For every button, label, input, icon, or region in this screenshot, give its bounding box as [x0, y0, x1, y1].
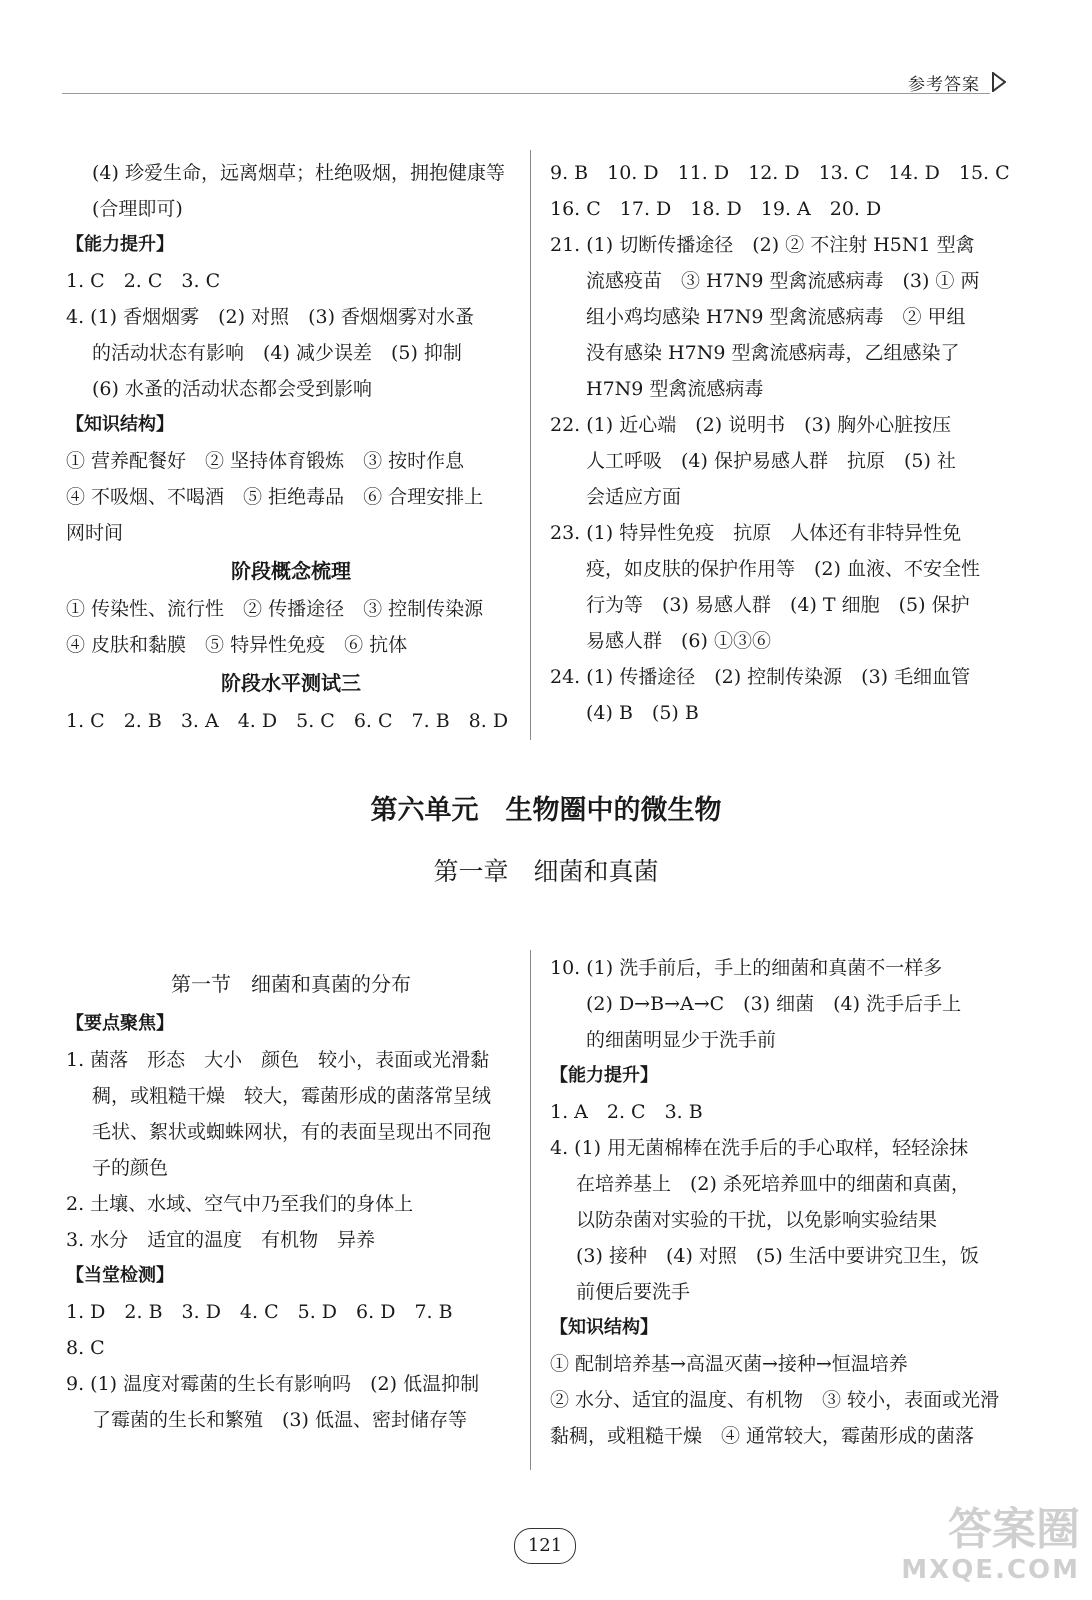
section-heading: 【知识结构】	[66, 414, 174, 435]
text-line: ④ 皮肤和黏膜 ⑤ 特异性免疫 ⑥ 抗体	[66, 634, 408, 656]
text-line: ④ 不吸烟、不喝酒 ⑤ 拒绝毒品 ⑥ 合理安排上	[66, 486, 484, 508]
text-line: 以防杂菌对实验的干扰，以免影响实验结果	[576, 1209, 938, 1231]
header-rule	[62, 93, 990, 94]
text-line: (2) D→B→A→C (3) 细菌 (4) 洗手后手上	[586, 993, 962, 1015]
header-arrow-icon	[992, 72, 1006, 92]
text-line: 10. (1) 洗手前后，手上的细菌和真菌不一样多	[550, 957, 943, 979]
watermark-url: MXQE.COM	[901, 1555, 1080, 1585]
unit-title: 第六单元 生物圈中的微生物	[370, 795, 722, 826]
right-bottom-column	[550, 950, 1000, 1454]
text-line: 疫，如皮肤的保护作用等 (2) 血液、不安全性	[586, 558, 980, 580]
left-bottom-column	[66, 962, 516, 1438]
section-heading: 【当堂检测】	[66, 1265, 174, 1286]
text-line: 子的颜色	[92, 1157, 169, 1179]
text-line: 16. C 17. D 18. D 19. A 20. D	[550, 198, 882, 220]
text-line: H7N9 型禽流感病毒	[586, 378, 764, 400]
section-heading: 【要点聚焦】	[66, 1013, 174, 1034]
text-line: ② 水分、适宜的温度、有机物 ③ 较小，表面或光滑	[550, 1389, 1000, 1411]
text-line: 了霉菌的生长和繁殖 (3) 低温、密封储存等	[92, 1409, 467, 1431]
text-line: 毛状、絮状或蜘蛛网状，有的表面呈现出不同孢	[92, 1121, 492, 1143]
text-line: 8. C	[66, 1337, 105, 1359]
text-line: 22. (1) 近心端 (2) 说明书 (3) 胸外心脏按压	[550, 414, 952, 436]
text-line: 3. 水分 适宜的温度 有机物 异养	[66, 1229, 376, 1251]
subsection-title: 阶段水平测试三	[221, 671, 361, 695]
text-line: 1. D 2. B 3. D 4. C 5. D 6. D 7. B	[66, 1301, 453, 1323]
text-line: (3) 接种 (4) 对照 (5) 生活中要讲究卫生，饭	[576, 1245, 979, 1267]
text-line: 1. A 2. C 3. B	[550, 1101, 703, 1123]
text-line: 1. C 2. B 3. A 4. D 5. C 6. C 7. B 8. D	[66, 710, 509, 732]
watermark-text: 答案圈	[948, 1504, 1080, 1555]
text-line: 会适应方面	[586, 486, 682, 508]
left-top-column	[66, 155, 516, 739]
text-line: 9. B 10. D 11. D 12. D 13. C 14. D 15. C	[550, 162, 1010, 184]
subsection-title: 阶段概念梳理	[231, 559, 351, 583]
text-line: 人工呼吸 (4) 保护易感人群 抗原 (5) 社	[586, 450, 956, 472]
page-number: 121	[514, 1528, 576, 1564]
column-divider	[530, 150, 531, 740]
text-line: 1. 菌落 形态 大小 颜色 较小，表面或光滑黏	[66, 1049, 490, 1071]
text-line: 的细菌明显少于洗手前	[586, 1029, 777, 1051]
text-line: 流感疫苗 ③ H7N9 型禽流感病毒 (3) ① 两	[586, 270, 980, 292]
text-line: ① 配制培养基→高温灭菌→接种→恒温培养	[550, 1353, 908, 1375]
chapter-title: 第一章 细菌和真菌	[433, 857, 659, 886]
text-line: 的活动状态有影响 (4) 减少误差 (5) 抑制	[92, 342, 462, 364]
column-divider	[530, 950, 531, 1470]
text-line: 前便后要洗手	[576, 1281, 691, 1303]
section-title: 第一节 细菌和真菌的分布	[171, 972, 411, 996]
text-line: ① 传染性、流行性 ② 传播途径 ③ 控制传染源	[66, 598, 484, 620]
text-line: 黏稠，或粗糙干燥 ④ 通常较大，霉菌形成的菌落	[550, 1425, 975, 1447]
text-line: (合理即可)	[92, 198, 183, 220]
text-line: (6) 水蚤的活动状态都会受到影响	[92, 378, 372, 400]
text-line: 24. (1) 传播途径 (2) 控制传染源 (3) 毛细血管	[550, 666, 971, 688]
text-line: 1. C 2. C 3. C	[66, 270, 221, 292]
text-line: ① 营养配餐好 ② 坚持体育锻炼 ③ 按时作息	[66, 450, 465, 472]
section-heading: 【知识结构】	[550, 1317, 658, 1338]
text-line: (4) B (5) B	[586, 702, 699, 724]
text-line: 易感人群 (6) ①③⑥	[586, 630, 771, 652]
text-line: 组小鸡均感染 H7N9 型禽流感病毒 ② 甲组	[586, 306, 966, 328]
text-line: 9. (1) 温度对霉菌的生长有影响吗 (2) 低温抑制	[66, 1373, 480, 1395]
right-top-column	[550, 155, 1010, 731]
text-line: 2. 土壤、水域、空气中乃至我们的身体上	[66, 1193, 414, 1215]
text-line: 没有感染 H7N9 型禽流感病毒，乙组感染了	[586, 342, 960, 364]
section-heading: 【能力提升】	[550, 1065, 658, 1086]
text-line: 23. (1) 特异性免疫 抗原 人体还有非特异性免	[550, 522, 962, 544]
text-line: 21. (1) 切断传播途径 (2) ② 不注射 H5N1 型禽	[550, 234, 975, 256]
text-line: 行为等 (3) 易感人群 (4) T 细胞 (5) 保护	[586, 594, 970, 616]
watermark-logo	[880, 1505, 1080, 1595]
header-label: 参考答案	[908, 75, 980, 95]
text-line: 4. (1) 用无菌棉棒在洗手后的手心取样，轻轻涂抹	[550, 1137, 969, 1159]
section-heading: 【能力提升】	[66, 234, 174, 255]
text-line: 网时间	[66, 522, 124, 544]
text-line: (4) 珍爱生命，远离烟草；杜绝吸烟，拥抱健康等	[92, 162, 505, 184]
text-line: 稠，或粗糙干燥 较大，霉菌形成的菌落常呈绒	[92, 1085, 492, 1107]
text-line: 在培养基上 (2) 杀死培养皿中的细菌和真菌，	[576, 1173, 970, 1195]
text-line: 4. (1) 香烟烟雾 (2) 对照 (3) 香烟烟雾对水蚤	[66, 306, 475, 328]
